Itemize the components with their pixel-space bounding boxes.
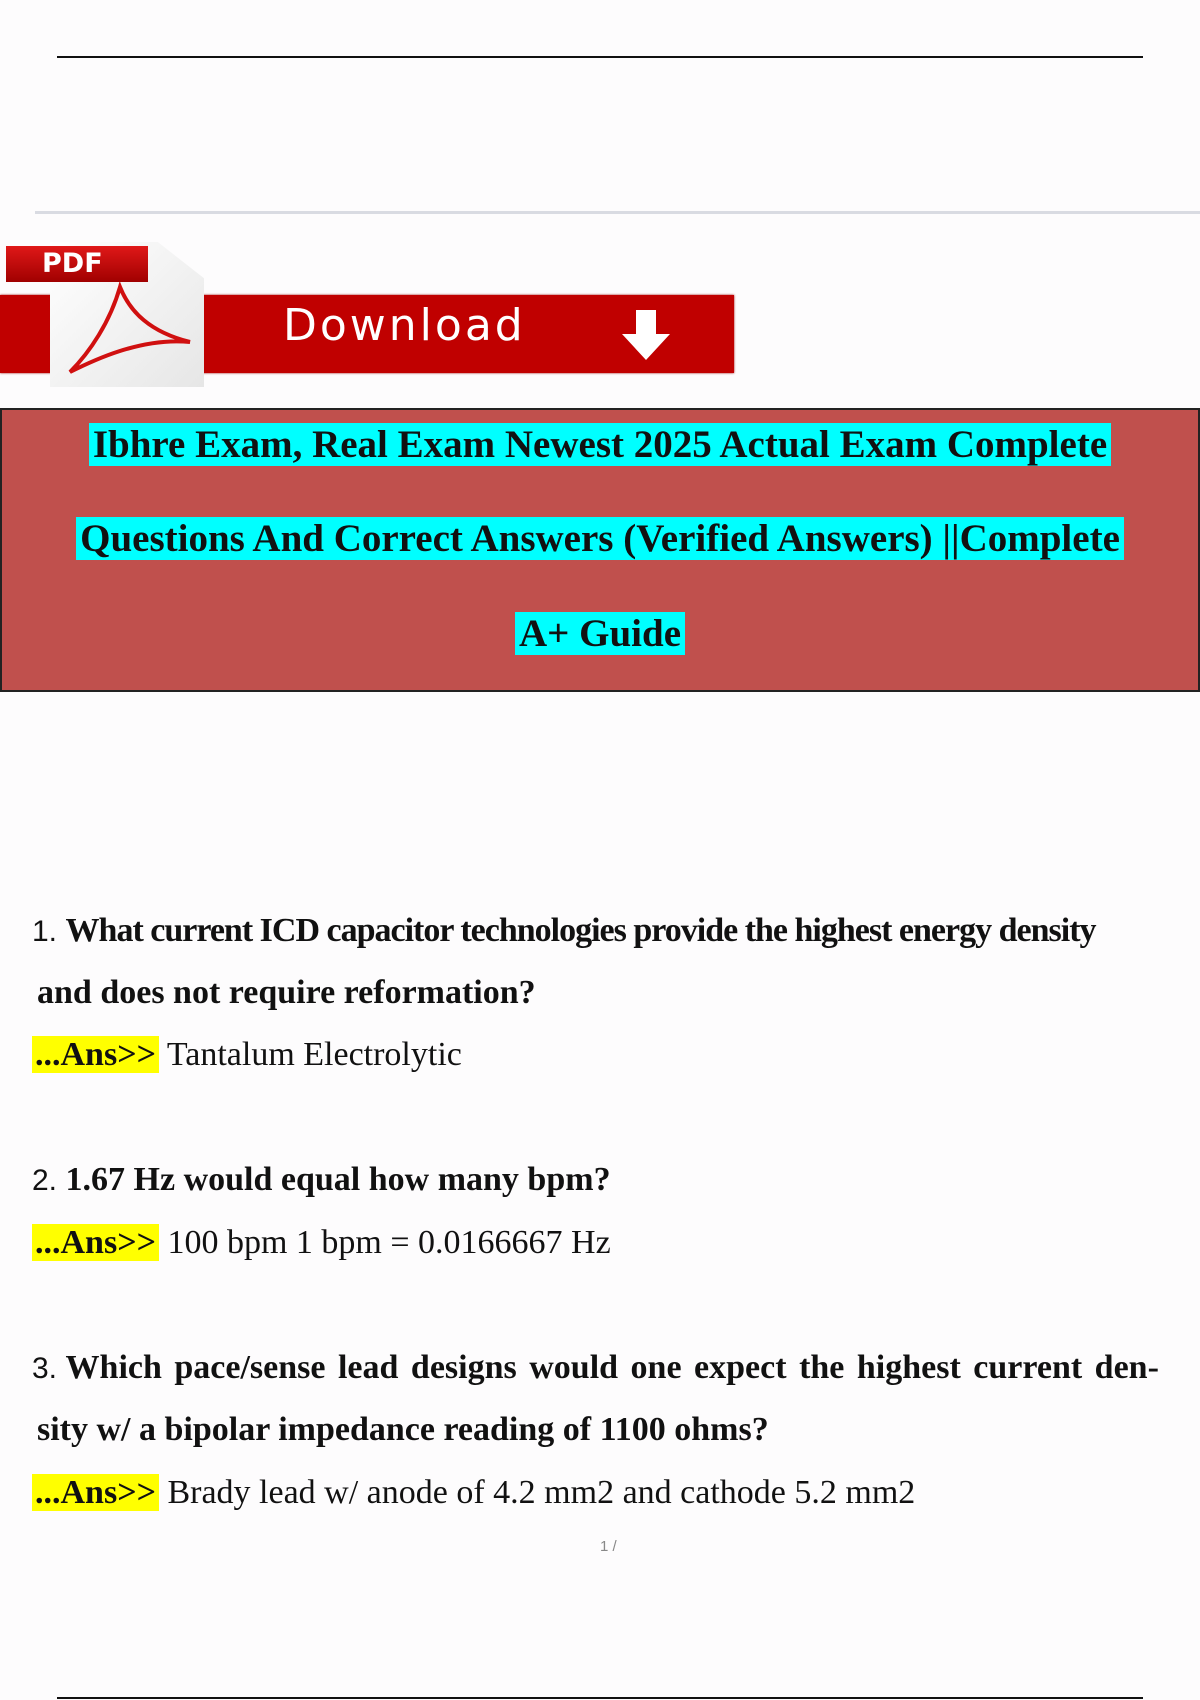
answer-1: ...Ans>> Tantalum Electrolytic — [32, 1036, 462, 1074]
title-box — [0, 408, 1200, 692]
bottom-rule — [57, 1697, 1143, 1699]
top-rule — [57, 56, 1143, 58]
question-3-cont: sity w/ a bipolar impedance reading of 1100 ohms? — [37, 1411, 769, 1448]
download-arrow-icon — [620, 310, 672, 362]
answer-3: ...Ans>> Brady lead w/ anode of 4.2 mm2 and cathode 5.2 mm2 — [32, 1474, 915, 1512]
question-3: 3. Which pace/sense lead designs would one expect the highest current den- — [32, 1349, 1159, 1386]
title-line: Questions And Correct Answers (Verified Answers) ||Complete — [2, 516, 1198, 561]
answer-2: ...Ans>> 100 bpm 1 bpm = 0.0166667 Hz — [32, 1224, 611, 1262]
question-2: 2. 1.67 Hz would equal how many bpm? — [32, 1161, 611, 1198]
pdf-download-button[interactable] — [0, 238, 740, 388]
download-label: Download — [283, 300, 526, 351]
page-number: 1 / — [600, 1538, 617, 1555]
separator — [35, 211, 1200, 214]
title-line: Ibhre Exam, Real Exam Newest 2025 Actual Exam Complete — [2, 422, 1198, 467]
question-1-cont: and does not require reformation? — [37, 974, 536, 1011]
title-line: A+ Guide — [2, 611, 1198, 656]
question-1: 1. What current ICD capacitor technologies provide the highest energy density — [32, 912, 1096, 949]
pdf-tag: PDF — [6, 246, 148, 282]
